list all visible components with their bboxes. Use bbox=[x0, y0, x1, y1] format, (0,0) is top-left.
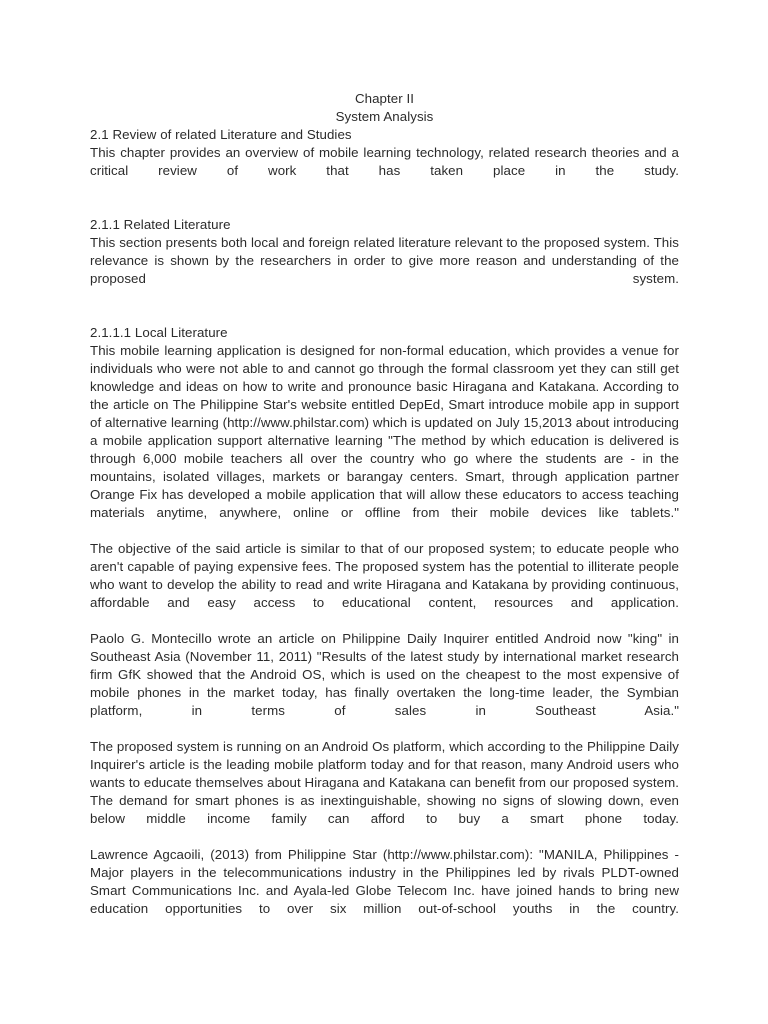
section-heading-2-1: 2.1 Review of related Literature and Studies bbox=[90, 127, 352, 142]
section-heading-2-1-1: 2.1.1 Related Literature bbox=[90, 217, 231, 232]
section-gap-2 bbox=[90, 306, 679, 324]
paragraph-local-literature-5: Lawrence Agcaoili, (2013) from Philippine Star (http://www.philstar.com): "MANILA, Philippines - Major players in the telecommunications industry in the Philippines led by rivals PLDT-owned Smart Communications Inc. and Ayala-led Globe Telecom Inc. have joined hands to bring new education opportunities to over six million out-of-school youths in the country. bbox=[90, 847, 679, 916]
paragraph-local-literature-3: Paolo G. Montecillo wrote an article on Philippine Daily Inquirer entitled Android now "king" in Southeast Asia (November 11, 2011) "Results of the latest study by international market research firm GfK showed that the Android OS, which is used on the cheapest to the most expensive of mobile phones in the market today, has finally overtaken the long-time leader, the Symbian platform, in terms of sales in Southeast Asia." bbox=[90, 631, 679, 718]
document-body bbox=[90, 90, 679, 936]
section-heading-2-1-1-1: 2.1.1.1 Local Literature bbox=[90, 325, 228, 340]
section-body-2-1-1: This section presents both local and foreign related literature relevant to the proposed system. This relevance is shown by the researchers in order to give more reason and understanding of the proposed system. bbox=[90, 235, 679, 286]
chapter-title-line-1: Chapter II bbox=[354, 91, 415, 106]
paragraph-local-literature-2: The objective of the said article is similar to that of our proposed system; to educate people who aren't capable of paying expensive fees. The proposed system has the potential to illiterate people who want to develop the ability to read and write Hiragana and Katakana by providing continuous, affordable and easy access to educational content, resources and application. bbox=[90, 541, 679, 610]
section-gap-1 bbox=[90, 198, 679, 216]
paragraph-local-literature-1: This mobile learning application is designed for non-formal education, which provides a venue for individuals who were not able to and cannot go through the formal classroom yet they can still get knowledge and ideas on how to write and pronounce basic Hiragana and Katakana. According to the article on The Philippine Star's website entitled DepEd, Smart introduce mobile app in support of alternative learning (http://www.philstar.com) which is updated on July 15,2013 about introducing a mobile application support alternative learning "The method by which education is delivered is through 6,000 mobile teachers all over the country who go where the students are - in the mountains, isolated villages, markets or barangay centers. Smart, through application partner Orange Fix has developed a mobile application that will allow these educators to access teaching materials anytime, anywhere, online or offline from their mobile devices like tablets." bbox=[90, 343, 679, 520]
section-body-2-1: This chapter provides an overview of mobile learning technology, related research theories and a critical review of work that has taken place in the study. bbox=[90, 145, 679, 178]
paragraph-local-literature-4: The proposed system is running on an Android Os platform, which according to the Philippine Daily Inquirer's article is the leading mobile platform today and for that reason, many Android users who wants to educate themselves about Hiragana and Katakana can benefit from our proposed system. The demand for smart phones is as inextinguishable, showing no signs of slowing down, even below middle income family can afford to buy a smart phone today. bbox=[90, 739, 679, 826]
chapter-title-line-2: System Analysis bbox=[335, 109, 434, 124]
